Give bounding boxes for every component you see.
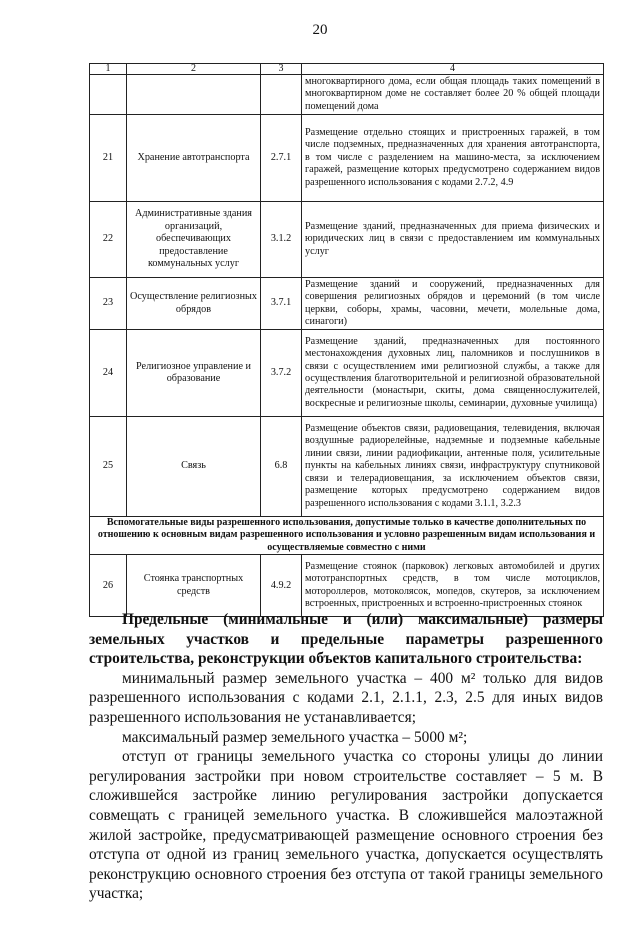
table-row: [90, 202, 604, 278]
document-body: [89, 610, 603, 904]
use-type-name: Осуществление религиозных обрядов: [127, 278, 261, 330]
use-type-code: 4.9.2: [261, 555, 302, 617]
continued-description: многоквартирного дома, если общая площадь таких помещений в многоквартирном доме не составляет более 20 % общей площади помещений дома: [302, 75, 604, 115]
use-type-description: Размещение объектов связи, радиовещания, телевидения, включая воздушные радиорелейные, надземные и подземные кабельные линии связи, линии радиофикации, антенные поля, усилительные пункты на кабельных линиях связи, инфраструктуру спутниковой связи и телерадиовещания, за исключением объектов связи, размещение которых предусмотрено содержанием видов разрешенного использования с кодами 3.1.1, 3.2.3: [302, 417, 604, 517]
row-number: 23: [90, 278, 127, 330]
col-header-4: 4: [302, 64, 604, 75]
section-heading: Предельные (минимальные и (или) максимальные) размеры земельных участков и предельные параметры разрешенного строительства, реконструкции объектов капитального строительства:: [89, 611, 603, 668]
use-type-description: Размещение зданий, предназначенных для приема физических и юридических лиц в связи с предоставлением им коммунальных услуг: [302, 202, 604, 278]
table-header-row: [90, 64, 604, 75]
auxiliary-uses-subheader: Вспомогательные виды разрешенного использования, допустимые только в качестве дополнительных по отношению к основным видам разрешенного использования и условно разрешенным видам использования и осуществляемые совместно с ними: [90, 517, 604, 555]
use-type-code: 3.7.2: [261, 330, 302, 417]
use-type-code: 3.1.2: [261, 202, 302, 278]
use-type-code: 3.7.1: [261, 278, 302, 330]
table-row: [90, 417, 604, 517]
row-number: 22: [90, 202, 127, 278]
use-type-name: Административные здания организаций, обеспечивающих предоставление коммунальных услуг: [127, 202, 261, 278]
row-number: 24: [90, 330, 127, 417]
use-type-name: Связь: [127, 417, 261, 517]
table-row: [90, 115, 604, 202]
col-header-3: 3: [261, 64, 302, 75]
table-row: [90, 330, 604, 417]
use-type-code: 2.7.1: [261, 115, 302, 202]
col-header-1: 1: [90, 64, 127, 75]
use-type-description: Размещение зданий, предназначенных для постоянного местонахождения духовных лиц, паломников и послушников в связи с осуществлением ими религиозной службы, а также для осуществления благотворительной и религиозной образовательной деятельности (монастыри, скиты, дома священнослужителей, воскресные и религиозные школы, семинарии, духовные училища): [302, 330, 604, 417]
table-subheader-row: [90, 517, 604, 555]
row-number: 25: [90, 417, 127, 517]
row-number: 26: [90, 555, 127, 617]
max-plot-size-paragraph: максимальный размер земельного участка – 5000 м²;: [122, 728, 468, 746]
permitted-use-table: [89, 63, 604, 617]
use-type-description: Размещение отдельно стоящих и пристроенных гаражей, в том числе подземных, предназначенных для хранения автотранспорта, в том числе с разделением на машино-места, за исключением гаражей, размещение которых предусмотрено содержанием видов разрешенного использования с кодами 2.7.2, 4.9: [302, 115, 604, 202]
use-type-description: Размещение стоянок (парковок) легковых автомобилей и других мототранспортных средств, в том числе мотоциклов, мотороллеров, мотоколясок, мопедов, скутеров, за исключением встроенных, пристроенных и встроенно-пристроенных стоянок: [302, 555, 604, 617]
table-row: [90, 278, 604, 330]
setback-paragraph: отступ от границы земельного участка со стороны улицы до линии регулирования застройки при новом строительстве составляет – 5 м. В сложившейся застройке линию регулирования застройки допускается совмещать с границей земельного участка. В сложившейся малоэтажной жилой застройке, предусматривающей размещение основного строения без отступа от одной из границ земельного участка, допускается осуществлять реконструкцию основного строения без отступа от такой границы земельного участка;: [89, 748, 603, 903]
table-row: [90, 555, 604, 617]
use-type-name: Стоянка транспортных средств: [127, 555, 261, 617]
page-number: 20: [312, 22, 328, 38]
use-type-code: 6.8: [261, 417, 302, 517]
use-type-name: Хранение автотранспорта: [127, 115, 261, 202]
use-type-name: Религиозное управление и образование: [127, 330, 261, 417]
use-type-description: Размещение зданий и сооружений, предназначенных для совершения религиозных обрядов и церемоний (в том числе церкви, соборы, храмы, часовни, мечети, молельные дома, синагоги): [302, 278, 604, 330]
min-plot-size-paragraph: минимальный размер земельного участка – 400 м² только для видов разрешенного использования с кодами 2.1, 2.1.1, 2.3, 2.5 для иных видов разрешенного использования не устанавливается;: [89, 669, 603, 726]
table-row-continued: [90, 75, 604, 115]
col-header-2: 2: [127, 64, 261, 75]
row-number: 21: [90, 115, 127, 202]
